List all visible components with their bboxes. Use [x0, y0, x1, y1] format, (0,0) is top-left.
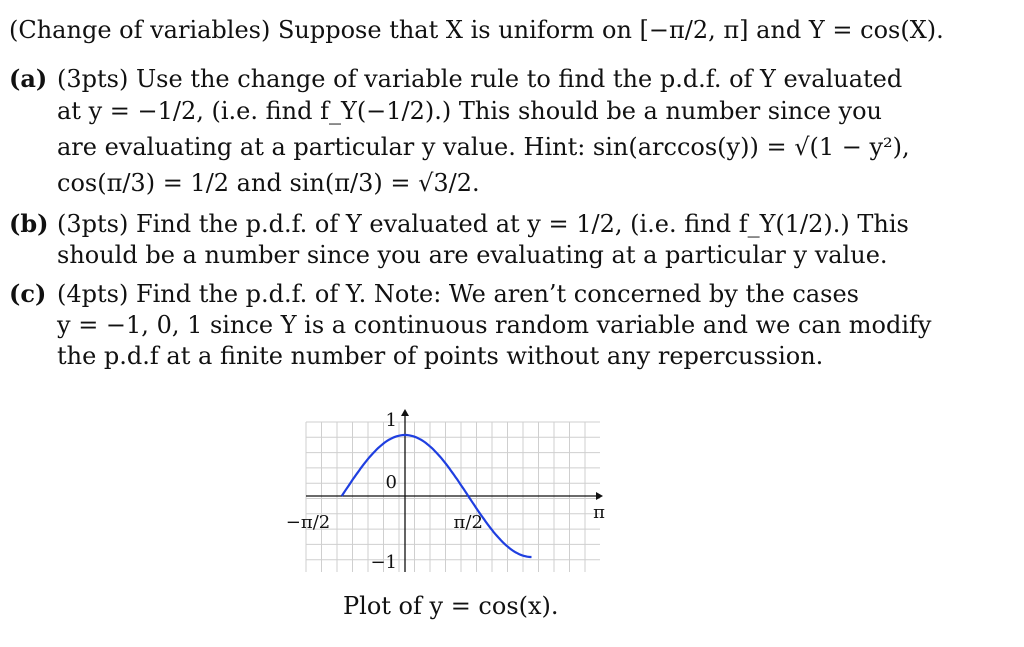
plot-axes [306, 409, 603, 572]
part-a-line-2: at y = −1/2, (i.e. find f_Y(−1/2).) This should be a number since you [57, 97, 882, 125]
part-c-line-2: y = −1, 0, 1 since Y is a continuous random variable and we can modify [57, 311, 932, 339]
part-a-line-1: (3pts) Use the change of variable rule to find the p.d.f. of Y evaluated [57, 65, 903, 93]
part-a-line-4: cos(π/3) = 1/2 and sin(π/3) = √3/2. [57, 169, 480, 197]
x-tick-label-pi-half: π/2 [453, 512, 483, 533]
part-c-label: (c) [9, 279, 47, 308]
y-tick-label-neg-1: −1 [370, 552, 397, 573]
part-b-line-2: should be a number since you are evaluating at a particular y value. [57, 241, 888, 269]
x-tick-label-neg-pi-half: −π/2 [285, 512, 331, 533]
plot-caption: Plot of y = cos(x). [343, 592, 559, 620]
cosine-plot [270, 400, 630, 585]
part-a-label: (a) [9, 64, 48, 93]
intro-line: (Change of variables) Suppose that X is uniform on [−π/2, π] and Y = cos(X). [9, 16, 944, 44]
x-tick-label-pi: π [593, 502, 605, 523]
y-tick-label-0: 0 [385, 472, 397, 493]
y-axis-arrow [401, 409, 409, 416]
part-b-line-1: (3pts) Find the p.d.f. of Y evaluated at y = 1/2, (i.e. find f_Y(1/2).) This [57, 210, 909, 238]
part-c-line-3: the p.d.f at a finite number of points without any repercussion. [57, 342, 824, 370]
part-c-line-1: (4pts) Find the p.d.f. of Y. Note: We aren’t concerned by the cases [57, 280, 859, 308]
part-b-label: (b) [9, 209, 49, 238]
part-a-line-3: are evaluating at a particular y value. Hint: sin(arccos(y)) = √(1 − y²), [57, 133, 910, 161]
plot-grid [306, 422, 600, 572]
y-tick-label-1: 1 [385, 410, 397, 431]
